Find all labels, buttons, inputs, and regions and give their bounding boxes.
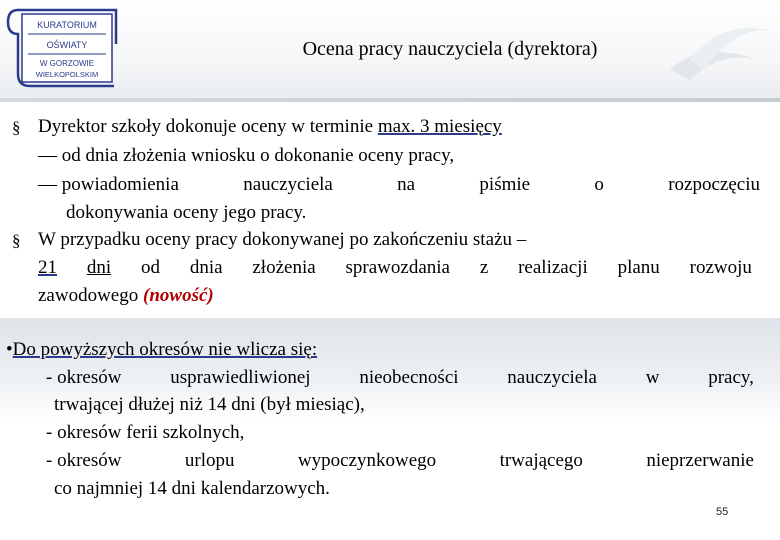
bullet-square-1: § [12,118,21,137]
word: z [479,257,489,278]
word: dnia [189,257,223,278]
word: nauczyciela [507,367,597,388]
heading-text: Do powyższych okresów nie wlicza się: [12,339,318,360]
dash-item-2 [38,174,760,196]
list-item-1 [46,367,754,389]
word: nieprzerwanie [646,450,754,471]
kuratorium-logo [4,4,122,90]
word: nauczyciela [243,174,333,195]
word: o [594,174,604,195]
dash-item-2-cont: dokonywania oceny jego pracy. [66,202,307,223]
word: pracy, [708,367,754,388]
word: w [645,367,660,388]
word: planu [617,257,660,278]
word: — powiadomienia [38,174,179,195]
dash-item-1: — od dnia złożenia wniosku o dokonanie oceny pracy, [38,145,455,166]
logo-text-1: KURATORIUM [37,20,97,30]
list-item-2: - okresów ferii szkolnych, [46,422,245,443]
paragraph-2-line-2 [38,257,752,279]
logo-text-4: WIELKOPOLSKIM [35,70,99,79]
word: - okresów [46,367,122,388]
slide-title: Ocena pracy nauczyciela (dyrektora) [302,38,598,60]
word: realizacji [518,257,588,278]
bullet-dot: • [6,339,13,360]
word: złożenia [252,257,316,278]
logo-text-2: OŚWIATY [46,40,88,50]
paragraph-2-line-3 [38,285,214,307]
word: od [140,257,160,278]
new-marker: (nowość) [143,285,214,306]
p1-prefix: Dyrektor szkoły dokonuje oceny w terminie [38,116,378,137]
list-item-3 [46,450,754,472]
word: piśmie [479,174,531,195]
list-item-1-cont: trwającej dłużej niż 14 dni (był miesiąc), [54,394,365,415]
word: usprawiedliwionej [170,367,311,388]
word: sprawozdania [345,257,450,278]
paragraph-2-line-1: W przypadku oceny pracy dokonywanej po zakończeniu stażu – [38,229,527,250]
word: dni [86,257,112,278]
list-item-3-cont: co najmniej 14 dni kalendarzowych. [54,478,330,499]
word: na [397,174,416,195]
word: trwającego [499,450,583,471]
word: nieobecności [359,367,459,388]
bullet-square-2: § [12,231,21,250]
paragraph-1-line-1 [38,116,502,138]
p1-deadline: max. 3 miesięcy [377,116,502,137]
word: 21 [38,257,57,278]
word: rozwoju [689,257,752,278]
section-2-heading [6,339,317,361]
p2-line3-text: zawodowego [38,285,143,306]
logo-text-3: W GORZOWIE [39,59,95,68]
word: rozpoczęciu [668,174,760,195]
word: urlopu [184,450,235,471]
page-number: 55 [716,506,729,518]
word: wypoczynkowego [297,450,437,471]
word: - okresów [46,450,122,471]
